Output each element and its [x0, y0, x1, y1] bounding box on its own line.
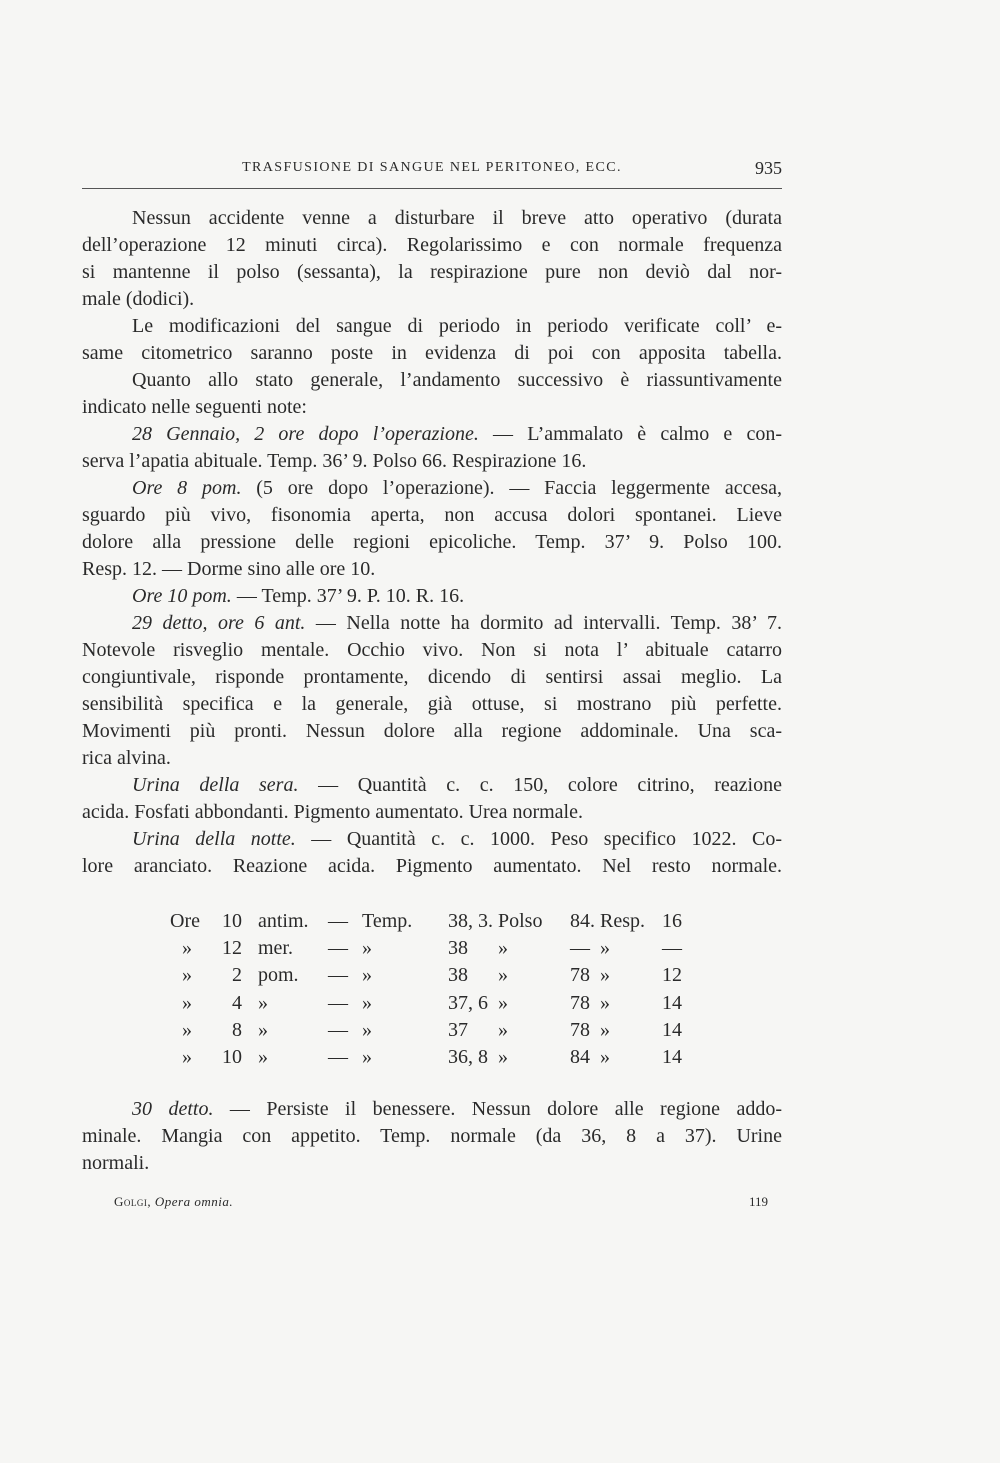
resp-label: »: [600, 937, 610, 960]
page-footer: [114, 1194, 768, 1214]
resp-cell: —: [662, 937, 682, 960]
signature-mark: 119: [748, 1194, 768, 1209]
text-line: [82, 529, 782, 556]
temp-label: »: [362, 1018, 372, 1041]
hour-cell: 4: [232, 991, 242, 1014]
line-text: Nessun accidente venne a disturbare il breve atto operativo (durata: [132, 207, 782, 229]
page-number: 935: [755, 158, 782, 178]
line-text: normali.: [82, 1152, 150, 1174]
line-text: — Quantità c. c. 150, colore citrino, reazione: [298, 774, 782, 796]
entry-date: Ore 8 pom.: [132, 477, 242, 499]
line-text: — Temp. 37’ 9. P. 10. R. 16.: [231, 585, 465, 607]
hour-cell: 2: [232, 964, 242, 987]
pulse-cell: 84: [570, 1046, 590, 1068]
line-text: Notevole risveglio mentale. Occhio vivo. Non si nota l’ abituale catarro: [82, 639, 782, 661]
dash-cell: —: [328, 964, 348, 987]
table-row: [170, 962, 710, 989]
line-text: — Quantità c. c. 1000. Peso specifico 1022. Co-: [295, 828, 783, 850]
temp-cell: 37: [448, 1018, 468, 1041]
text-line: [82, 340, 782, 367]
text-line: [132, 367, 782, 394]
text-line: [82, 556, 375, 583]
text-line: [82, 394, 307, 421]
line-text: sensibilità specifica e la generale, già ottuse, si mostrano più perfette.: [82, 693, 782, 715]
text-line: [132, 772, 782, 799]
footer-work: Opera omnia.: [154, 1194, 234, 1209]
line-text: Resp. 12. — Dorme sino alle ore 10.: [82, 558, 376, 580]
temp-label: »: [362, 1046, 372, 1068]
line-text: — L’ammalato è calmo e con-: [478, 423, 783, 445]
resp-cell: 14: [662, 1018, 682, 1041]
resp-label: »: [600, 964, 610, 987]
table-row: [170, 935, 710, 962]
line-text: Le modificazioni del sangue di periodo in periodo verificate coll’ e-: [132, 315, 782, 337]
pulse-cell: 78: [570, 1018, 590, 1041]
line-text: dolore alla pressione delle regioni epicoliche. Temp. 37’ 9. Polso 100.: [82, 531, 782, 553]
text-line: [82, 664, 782, 691]
resp-label: »: [600, 991, 610, 1014]
line-text: dell’operazione 12 minuti circa). Regolarissimo e con normale frequenza: [82, 234, 782, 256]
pulse-cell: 78: [570, 964, 590, 987]
line-text: minale. Mangia con appetito. Temp. normale (da 36, 8 a 37). Urine: [82, 1125, 782, 1147]
pulse-cell: 84.: [570, 910, 595, 932]
hour-cell: 8: [232, 1018, 242, 1041]
pulse-cell: —: [570, 937, 590, 960]
line-text: serva l’apatia abituale. Temp. 36’ 9. Polso 66. Respirazione 16.: [82, 450, 587, 472]
resp-label: Resp.: [600, 910, 645, 932]
table-row: [170, 990, 710, 1017]
pulse-label: »: [498, 1018, 508, 1041]
table-row: [170, 1017, 710, 1044]
entry-date: 30 detto.: [132, 1098, 214, 1120]
text-line: [132, 475, 782, 502]
dash-cell: —: [328, 910, 348, 932]
resp-cell: 16: [662, 910, 682, 932]
text-line: [82, 718, 782, 745]
period-cell: antim.: [258, 910, 309, 932]
line-text: congiuntivale, risponde prontamente, dicendo di sentirsi assai meglio. La: [82, 666, 782, 688]
text-line: [82, 637, 782, 664]
period-cell: »: [258, 1018, 268, 1041]
text-line: [82, 1123, 782, 1150]
temp-label: »: [362, 964, 372, 987]
line-text: male (dodici).: [82, 288, 195, 310]
temp-label: »: [362, 937, 372, 960]
line-text: indicato nelle seguenti note:: [82, 396, 307, 418]
temp-label: Temp.: [362, 910, 413, 932]
line-text: lore aranciato. Reazione acida. Pigmento aumentato. Nel resto normale.: [82, 855, 782, 877]
pulse-label: Polso: [498, 910, 543, 932]
entry-date: Ore 10 pom.: [132, 585, 232, 607]
hour-cell: 10: [222, 910, 242, 932]
running-head: [82, 158, 782, 184]
text-line: [132, 610, 782, 637]
line-text: (5 ore dopo l’operazione). — Faccia leggermente accesa,: [241, 477, 782, 499]
entry-date: Urina della sera.: [132, 774, 299, 796]
pulse-label: »: [498, 937, 508, 960]
pulse-cell: 78: [570, 991, 590, 1014]
pulse-label: »: [498, 991, 508, 1014]
line-text: — Persiste il benessere. Nessun dolore alle regione addo-: [213, 1098, 782, 1120]
temp-label: »: [362, 991, 372, 1014]
text-line: [82, 232, 782, 259]
line-text: acida. Fosfati abbondanti. Pigmento aumentato. Urea normale.: [82, 801, 583, 823]
text-line: [82, 745, 171, 772]
line-text: Quanto allo stato generale, l’andamento successivo è riassuntivamente: [132, 369, 782, 391]
text-line: [132, 1096, 782, 1123]
resp-cell: 14: [662, 1046, 682, 1068]
period-cell: mer.: [258, 937, 293, 960]
line-text: sguardo più vivo, fisonomia aperta, non accusa dolori spontanei. Lieve: [82, 504, 782, 526]
text-line: [82, 691, 782, 718]
period-cell: »: [258, 1046, 268, 1068]
text-line: [82, 286, 194, 313]
row-label: »: [182, 964, 192, 987]
text-line: [82, 853, 782, 880]
entry-date: 29 detto, ore 6 ant.: [132, 612, 306, 634]
entry-date: 28 Gennaio, 2 ore dopo l’operazione.: [132, 423, 479, 445]
hour-cell: 10: [222, 1046, 242, 1068]
running-title: TRASFUSIONE DI SANGUE NEL PERITONEO, ECC.: [242, 160, 622, 175]
row-label: »: [182, 1018, 192, 1041]
footer-citation: [114, 1194, 233, 1210]
resp-label: »: [600, 1046, 610, 1068]
resp-label: »: [600, 1018, 610, 1041]
temp-cell: 36, 8: [448, 1046, 488, 1068]
text-line: [132, 583, 464, 610]
dash-cell: —: [328, 937, 348, 960]
footer-author: Golgi,: [114, 1194, 152, 1209]
period-cell: pom.: [258, 964, 299, 987]
temp-cell: 38: [448, 937, 468, 960]
entry-date: Urina della notte.: [132, 828, 296, 850]
header-rule: [82, 188, 782, 189]
resp-cell: 14: [662, 991, 682, 1014]
text-line: [82, 1150, 149, 1177]
text-line: [132, 313, 782, 340]
temp-cell: 37, 6: [448, 991, 488, 1014]
dash-cell: —: [328, 1046, 348, 1068]
line-text: same citometrico saranno poste in evidenza di poi con apposita tabella.: [82, 342, 782, 364]
line-text: si mantenne il polso (sessanta), la respirazione pure non deviò dal nor-: [82, 261, 782, 283]
text-line: [82, 799, 583, 826]
resp-cell: 12: [662, 964, 682, 987]
row-label: »: [182, 1046, 192, 1068]
table-row: [170, 1044, 710, 1071]
pulse-label: »: [498, 1046, 508, 1068]
text-line: [132, 826, 782, 853]
hour-cell: 12: [222, 937, 242, 960]
temp-cell: 38: [448, 964, 468, 987]
row-label: »: [182, 991, 192, 1014]
text-line: [82, 448, 586, 475]
line-text: rica alvina.: [82, 747, 171, 769]
dash-cell: —: [328, 991, 348, 1014]
text-line: [82, 259, 782, 286]
row-label: Ore: [170, 910, 200, 932]
pulse-label: »: [498, 964, 508, 987]
text-line: [82, 502, 782, 529]
table-row: [170, 908, 710, 935]
temp-cell: 38, 3.: [448, 910, 493, 932]
text-line: [132, 421, 782, 448]
line-text: Movimenti più pronti. Nessun dolore alla regione addominale. Una sca-: [82, 720, 782, 742]
text-line: [132, 205, 782, 232]
row-label: »: [182, 937, 192, 960]
period-cell: »: [258, 991, 268, 1014]
dash-cell: —: [328, 1018, 348, 1041]
line-text: — Nella notte ha dormito ad intervalli. Temp. 38’ 7.: [305, 612, 782, 634]
